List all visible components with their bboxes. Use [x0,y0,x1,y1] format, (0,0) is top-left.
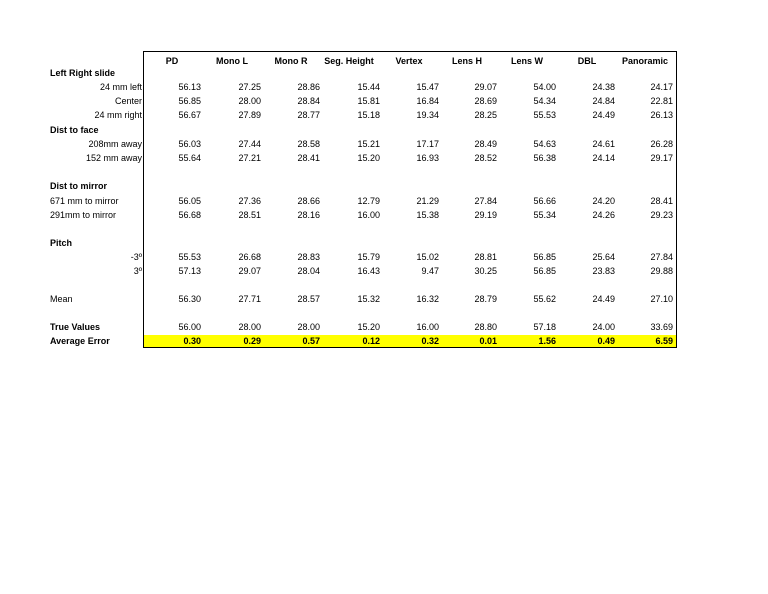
table-cell: 15.20 [357,153,380,163]
row-label: 24 mm left [99,82,142,92]
table-cell: 55.53 [178,252,201,262]
table-cell: 28.84 [297,96,320,106]
mean-cell: 24.49 [592,294,615,304]
average-error-cell: 0.57 [302,336,320,346]
table-cell: 28.69 [474,96,497,106]
table-cell: 28.81 [474,252,497,262]
true-value-cell: 28.00 [238,322,261,332]
row-label: 24 mm right [94,110,142,120]
table-cell: 56.68 [178,210,201,220]
mean-cell: 55.62 [533,294,556,304]
table-cell: 28.86 [297,82,320,92]
table-cell: 30.25 [474,266,497,276]
table-cell: 21.29 [416,196,439,206]
table-cell: 24.49 [592,110,615,120]
mean-cell: 27.71 [238,294,261,304]
true-value-cell: 16.00 [416,322,439,332]
table-cell: 54.34 [533,96,556,106]
average-error-cell: 1.56 [538,336,556,346]
table-cell: 56.66 [533,196,556,206]
average-error-cell: 0.49 [597,336,615,346]
mean-cell: 28.79 [474,294,497,304]
column-header: Mono L [216,56,248,66]
table-cell: 28.66 [297,196,320,206]
average-error-cell: 0.12 [362,336,380,346]
table-cell: 28.25 [474,110,497,120]
table-cell: 24.14 [592,153,615,163]
average-error-cell: 0.32 [421,336,439,346]
true-value-cell: 15.20 [357,322,380,332]
table-cell: 56.13 [178,82,201,92]
table-cell: 27.44 [238,139,261,149]
table-cell: 56.38 [533,153,556,163]
row-label: 291mm to mirror [50,210,117,220]
table-cell: 24.38 [592,82,615,92]
table-cell: 25.64 [592,252,615,262]
table-cell: 24.61 [592,139,615,149]
table-cell: 27.21 [238,153,261,163]
table-cell: 56.85 [178,96,201,106]
section-title: Dist to face [50,125,99,135]
table-cell: 15.02 [416,252,439,262]
table-cell: 26.68 [238,252,261,262]
table-cell: 15.18 [357,110,380,120]
mean-cell: 27.10 [650,294,673,304]
table-cell: 27.25 [238,82,261,92]
table-cell: 28.83 [297,252,320,262]
table-cell: 56.03 [178,139,201,149]
section-title: Dist to mirror [50,181,108,191]
row-label: 3º [133,266,142,276]
table-cell: 16.00 [357,210,380,220]
table-cell: 24.17 [650,82,673,92]
column-header: Vertex [395,56,423,66]
table-cell: 27.84 [650,252,673,262]
true-value-cell: 56.00 [178,322,201,332]
average-error-label: Average Error [50,336,110,346]
true-value-cell: 33.69 [650,322,673,332]
table-cell: 57.13 [178,266,201,276]
table-cell: 16.84 [416,96,439,106]
table-cell: 28.16 [297,210,320,220]
table-cell: 12.79 [357,196,380,206]
column-header: Mono R [274,56,308,66]
table-cell: 28.52 [474,153,497,163]
mean-label: Mean [50,294,73,304]
row-label: 208mm away [88,139,142,149]
table-cell: 28.41 [650,196,673,206]
table-cell: 27.84 [474,196,497,206]
table-cell: 28.77 [297,110,320,120]
mean-cell: 28.57 [297,294,320,304]
average-error-cell: 6.59 [655,336,673,346]
table-cell: 22.81 [650,96,673,106]
table-cell: 15.44 [357,82,380,92]
table-cell: 28.51 [238,210,261,220]
table-cell: 26.28 [650,139,673,149]
average-error-cell: 0.01 [479,336,497,346]
table-cell: 29.23 [650,210,673,220]
table-cell: 56.85 [533,252,556,262]
table-cell: 56.67 [178,110,201,120]
row-label: 152 mm away [85,153,142,163]
table-cell: 17.17 [416,139,439,149]
table-cell: 29.17 [650,153,673,163]
table-cell: 28.04 [297,266,320,276]
table-cell: 28.00 [238,96,261,106]
table-cell: 27.36 [238,196,261,206]
section-title: Pitch [50,238,73,248]
column-header: Lens W [510,56,543,66]
section-title: Left Right slide [50,68,115,78]
table-cell: 15.47 [416,82,439,92]
row-label: -3º [130,252,142,262]
table-cell: 19.34 [416,110,439,120]
table-cell: 55.64 [178,153,201,163]
true-values-label: True Values [50,322,101,332]
mean-cell: 16.32 [416,294,439,304]
average-error-cell: 0.29 [243,336,261,346]
table-cell: 9.47 [421,266,439,276]
row-label: 671 mm to mirror [50,196,119,206]
column-header: Panoramic [621,56,669,66]
table-cell: 24.20 [592,196,615,206]
table-cell: 55.53 [533,110,556,120]
table-cell: 15.81 [357,96,380,106]
mean-cell: 56.30 [178,294,201,304]
table-cell: 15.79 [357,252,380,262]
table-cell: 28.49 [474,139,497,149]
mean-cell: 15.32 [357,294,380,304]
true-value-cell: 57.18 [533,322,556,332]
table-cell: 27.89 [238,110,261,120]
table-cell: 56.05 [178,196,201,206]
table-cell: 15.21 [357,139,380,149]
column-header: DBL [577,56,597,66]
true-value-cell: 28.80 [474,322,497,332]
true-value-cell: 24.00 [592,322,615,332]
table-cell: 29.07 [238,266,261,276]
table-cell: 16.93 [416,153,439,163]
row-label: Center [114,96,142,106]
table-cell: 29.07 [474,82,497,92]
true-value-cell: 28.00 [297,322,320,332]
table-cell: 16.43 [357,266,380,276]
table-cell: 23.83 [592,266,615,276]
table-cell: 55.34 [533,210,556,220]
table-cell: 56.85 [533,266,556,276]
table-cell: 29.19 [474,210,497,220]
table-cell: 15.38 [416,210,439,220]
table-cell: 28.58 [297,139,320,149]
table-cell: 54.63 [533,139,556,149]
column-header: Seg. Height [324,56,374,66]
column-header: Lens H [451,56,482,66]
table-cell: 24.26 [592,210,615,220]
column-header: PD [165,56,179,66]
table-cell: 26.13 [650,110,673,120]
table-cell: 54.00 [533,82,556,92]
table-cell: 29.88 [650,266,673,276]
table-cell: 28.41 [297,153,320,163]
table-cell: 24.84 [592,96,615,106]
average-error-cell: 0.30 [183,336,201,346]
